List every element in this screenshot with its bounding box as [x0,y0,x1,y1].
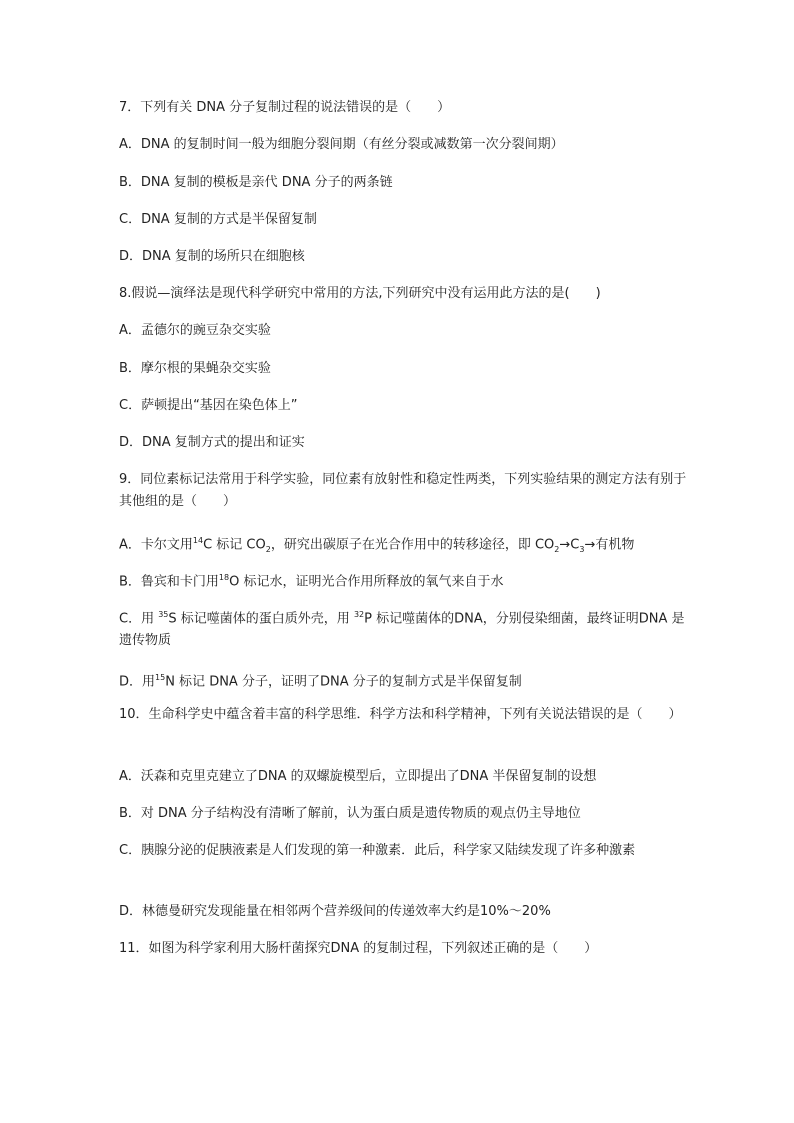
question-7-option-b: B．DNA 复制的模板是亲代 DNA 分子的两条链 [119,175,393,190]
q9a-text-4: →C [559,537,580,553]
question-9-option-a [119,530,689,561]
q9c-sup-2: 32 [353,610,365,619]
question-7-option-a: A．DNA 的复制时间一般为细胞分裂间期（有丝分裂或减数第一次分裂间期） [119,137,564,152]
q9d-text-2: N 标记 DNA 分子，证明了DNA 分子的复制方式是半保留复制 [165,674,522,690]
q9a-text-2: C 标记 CO [203,537,266,553]
q9b-text-2: O 标记水，证明光合作用所释放的氧气来自于水 [229,574,504,590]
question-7-option-d: D．DNA 复制的场所只在细胞核 [119,249,305,264]
q9a-sub-3: 3 [579,544,585,554]
q9c-text-1: C．用 [119,611,159,627]
question-9-option-c [119,604,689,652]
q9d-sup: 15 [155,673,166,682]
question-10-option-d: D．林德曼研究发现能量在相邻两个营养级间的传递效率大约是10%～20% [119,904,551,919]
q9c-sup-1: 35 [158,610,169,619]
question-8-stem: 8.假说—演绎法是现代科学研究中常用的方法,下列研究中没有运用此方法的是( ) [119,286,601,301]
question-8-option-b: B．摩尔根的果蝇杂交实验 [119,361,271,376]
question-9-option-b [119,567,689,593]
question-7-stem: 7．下列有关 DNA 分子复制过程的说法错误的是（ ） [119,100,451,115]
question-8-option-d: D．DNA 复制方式的提出和证实 [119,435,305,450]
q9a-sup-1: 14 [192,536,204,545]
q9c-text-2: S 标记噬菌体的蛋白质外壳，用 [168,611,354,627]
question-11-stem: 11．如图为科学家利用大肠杆菌探究DNA 的复制过程，下列叙述正确的是（ ） [119,941,598,956]
q9a-sub-1: 2 [265,544,271,554]
question-9-option-d [119,667,689,693]
question-10-option-b: B．对 DNA 分子结构没有清晰了解前，认为蛋白质是遗传物质的观点仍主导地位 [119,806,581,821]
q9a-sub-2: 2 [554,544,560,554]
q9b-sup: 18 [218,573,230,582]
question-9-stem: 9．同位素标记法常用于科学实验，同位素有放射性和稳定性两类，下列实验结果的测定方法有别于其他组的是（ ） [119,472,687,509]
q9c-text-3: P 标记噬菌体的DNA，分别侵染细菌，最终证明DNA 是遗传物质 [119,611,685,649]
question-10-option-a: A．沃森和克里克建立了DNA 的双螺旋模型后，立即提出了DNA 半保留复制的设想 [119,769,597,784]
q9d-text-1: D．用 [119,674,156,690]
question-10-option-c: C．胰腺分泌的促胰液素是人们发现的第一种激素．此后，科学家又陆续发现了许多种激素 [119,843,636,858]
q9a-text-1: A．卡尔文用 [119,537,193,553]
q9a-text-5: →有机物 [584,537,635,553]
question-10-stem: 10．生命科学史中蕴含着丰富的科学思维．科学方法和科学精神，下列有关说法错误的是（ ） [119,707,682,722]
q9b-text-1: B．鲁宾和卡门用 [119,574,219,590]
question-7-option-c: C．DNA 复制的方式是半保留复制 [119,212,317,227]
question-8-option-c: C．萨顿提出“基因在染色体上” [119,398,298,413]
question-8-option-a: A．孟德尔的豌豆杂交实验 [119,323,271,338]
q9a-text-3: ，研究出碳原子在光合作用中的转移途径，即 CO [270,537,555,553]
